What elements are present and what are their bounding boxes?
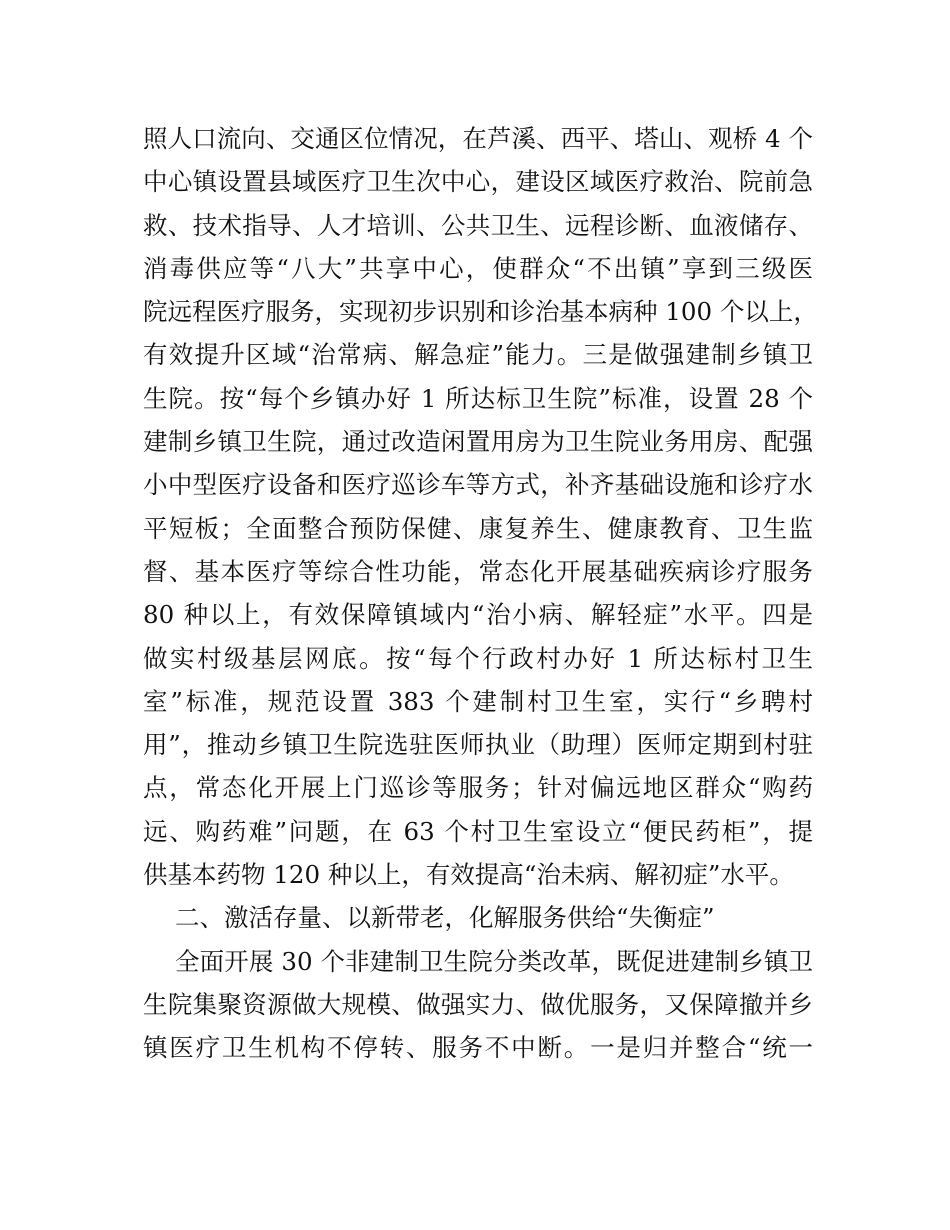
paragraph-line: 镇医疗卫生机构不停转、服务不中断。一是归并整合“统一 [143, 1033, 813, 1063]
paragraph-line: 80 种以上，有效保障镇域内“治小病、解轻症”水平。四是 [143, 600, 813, 630]
paragraph-line: 救、技术指导、人才培训、公共卫生、远程诊断、血液储存、 [143, 210, 813, 240]
paragraph-line: 室”标准，规范设置 383 个建制村卫生室，实行“乡聘村 [143, 686, 813, 716]
paragraph-line: 全面开展 30 个非建制卫生院分类改革，既促进建制乡镇卫 [175, 946, 813, 976]
paragraph-line: 中心镇设置县域医疗卫生次中心，建设区域医疗救治、院前急 [143, 167, 813, 197]
paragraph-line: 做实村级基层网底。按“每个行政村办好 1 所达标村卫生 [143, 643, 813, 673]
paragraph-line: 消毒供应等“八大”共享中心，使群众“不出镇”享到三级医 [143, 253, 813, 283]
paragraph-line: 院远程医疗服务，实现初步识别和诊治基本病种 100 个以上， [143, 297, 818, 327]
paragraph-line: 建制乡镇卫生院，通过改造闲置用房为卫生院业务用房、配强 [143, 427, 813, 457]
paragraph-line: 生院。按“每个乡镇办好 1 所达标卫生院”标准，设置 28 个 [143, 383, 813, 413]
paragraph-line: 远、购药难”问题，在 63 个村卫生室设立“便民药柜”，提 [143, 816, 813, 846]
paragraph-line: 督、基本医疗等综合性功能，常态化开展基础疾病诊疗服务 [143, 556, 813, 586]
section-heading: 二、激活存量、以新带老，化解服务供给“失衡症” [175, 903, 715, 933]
document-body [143, 117, 818, 1070]
paragraph-line: 有效提升区域“治常病、解急症”能力。三是做强建制乡镇卫 [143, 340, 813, 370]
paragraph-line: 生院集聚资源做大规模、做强实力、做优服务，又保障撤并乡 [143, 989, 813, 1019]
paragraph-line: 小中型医疗设备和医疗巡诊车等方式，补齐基础设施和诊疗水 [143, 470, 813, 500]
paragraph-line: 平短板；全面整合预防保健、康复养生、健康教育、卫生监 [143, 513, 813, 543]
paragraph-line: 用”，推动乡镇卫生院选驻医师执业（助理）医师定期到村驻 [143, 730, 813, 760]
paragraph-line: 供基本药物 120 种以上，有效提高“治未病、解初症”水平。 [143, 860, 794, 890]
paragraph-line: 点，常态化开展上门巡诊等服务；针对偏远地区群众“购药 [143, 773, 813, 803]
paragraph-line: 照人口流向、交通区位情况，在芦溪、西平、塔山、观桥 4 个 [143, 124, 813, 153]
